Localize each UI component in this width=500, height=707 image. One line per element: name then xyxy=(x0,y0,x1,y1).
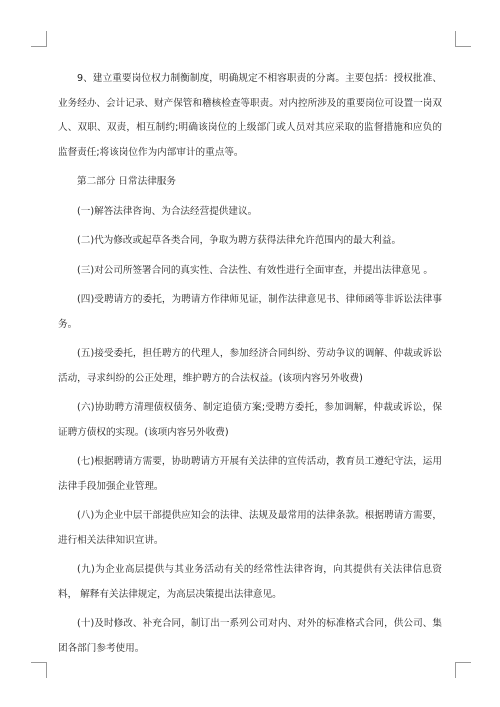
list-item-1: (一)解答法律咨询、为合法经营提供建议。 xyxy=(77,205,258,217)
crop-mark-top-left xyxy=(31,31,47,47)
crop-mark-bottom-left xyxy=(31,662,47,678)
section-heading-daily-legal-services: 第二部分 日常法律服务 xyxy=(77,176,176,187)
list-item-9: (九)为企业高层提供与其业务活动有关的经常性法律咨询，向其提供有关法律信息资料， 解释有关法律规定，为高层决策提出法律意见。 xyxy=(58,564,442,600)
list-item-10: (十)及时修改、补充合同，制订出一系列公司对内、对外的标准格式合同，供公司、集团各部门参考使用。 xyxy=(58,618,442,654)
paragraph-segregation-of-duties: 9、建立重要岗位权力制衡制度，明确规定不相容职责的分离。主要包括：授权批准、业务经办、会计记录、财产保管和稽核检查等职责。对内控所涉及的重要岗位可设置一岗双人、双职、双责，相互制约;明确该岗位的上级部门或人员对其应采取的监督措施和应负的监督责任;将该岗位作为内部审计的重点等。 xyxy=(58,73,442,158)
crop-mark-top-right xyxy=(455,31,471,47)
list-item-8: (八)为企业中层干部提供应知会的法律、法规及最常用的法律条款。根据聘请方需要，进行相关法律知识宣讲。 xyxy=(58,510,442,546)
list-item-6: (六)协助聘方清理债权债务、制定追债方案;受聘方委托，参加调解，仲裁或诉讼，保证聘方债权的实现。(该项内容另外收费) xyxy=(58,402,442,438)
list-item-5: (五)接受委托，担任聘方的代理人，参加经济合同纠纷、劳动争议的调解、仲裁或诉讼活动，寻求纠纷的公正处理，维护聘方的合法权益。(该项内容另外收费) xyxy=(58,348,442,384)
crop-mark-bottom-right xyxy=(455,662,471,678)
document-page xyxy=(58,67,442,666)
list-item-4: (四)受聘请方的委托，为聘请方作律师见证，制作法律意见书、律师函等非诉讼法律事务。 xyxy=(58,294,442,330)
list-item-7: (七)根据聘请方需要，协助聘请方开展有关法律的宣传活动，教育员工遵纪守法，运用法律手段加强企业管理。 xyxy=(58,456,442,492)
list-item-3: (三)对公司所签署合同的真实性、合法性、有效性进行全面审查，并提出法律意见 。 xyxy=(77,264,433,276)
list-item-2: (二)代为修改或起草各类合同，争取为聘方获得法律允许范围内的最大利益。 xyxy=(77,235,402,246)
